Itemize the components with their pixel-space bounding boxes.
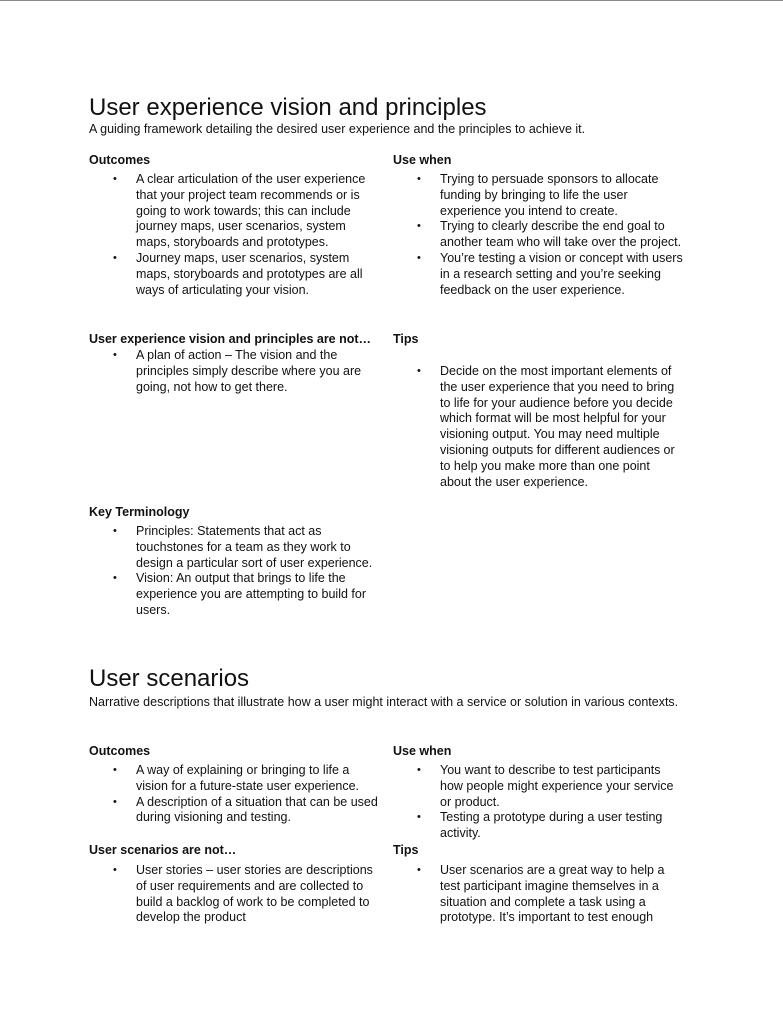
bullet-icon: • bbox=[417, 811, 421, 824]
list-item-text: Principles: Statements that act as touchstones for a team as they work to design a particular sort of user experience. bbox=[136, 524, 373, 570]
key-terminology-heading: Key Terminology bbox=[89, 505, 190, 519]
are-not-list bbox=[89, 863, 379, 926]
are-not-list bbox=[89, 348, 379, 395]
list-item bbox=[89, 251, 379, 298]
list-item-text: You want to describe to test participants how people might experience your service or product. bbox=[440, 763, 674, 809]
section-description: A guiding framework detailing the desired user experience and the principles to achieve it. bbox=[89, 122, 586, 136]
bullet-icon: • bbox=[113, 251, 117, 264]
are-not-heading: User experience vision and principles are not… bbox=[89, 332, 372, 346]
list-item bbox=[89, 863, 379, 926]
outcomes-heading: Outcomes bbox=[89, 153, 151, 167]
tips-heading: Tips bbox=[393, 332, 419, 346]
bullet-icon: • bbox=[417, 251, 421, 264]
list-item bbox=[393, 810, 683, 842]
list-item bbox=[89, 348, 379, 395]
use-when-list bbox=[393, 172, 683, 298]
section-ux-vision bbox=[89, 94, 689, 617]
use-when-heading: Use when bbox=[393, 153, 452, 167]
list-item bbox=[393, 172, 683, 219]
use-when-list bbox=[393, 763, 683, 842]
list-item-text: A plan of action – The vision and the principles simply describe where you are going, not how to get there. bbox=[136, 348, 362, 394]
list-item-text: A clear articulation of the user experience that your project team recommends or is going to work towards; this can include journey maps, user scenarios, system maps, storyboards and prototypes. bbox=[136, 172, 366, 250]
list-item bbox=[393, 763, 683, 810]
list-item-text: A way of explaining or bringing to life a vision for a future-state user experience. bbox=[136, 763, 360, 793]
list-item bbox=[393, 364, 683, 490]
tips-block bbox=[393, 842, 683, 926]
are-not-block bbox=[89, 842, 379, 926]
use-when-heading: Use when bbox=[393, 744, 452, 758]
bullet-icon: • bbox=[113, 349, 117, 361]
list-item bbox=[89, 524, 379, 571]
bullet-icon: • bbox=[113, 764, 117, 776]
list-item bbox=[89, 795, 379, 827]
bullet-icon: • bbox=[417, 220, 421, 233]
list-item-text: Vision: An output that brings to life the experience you are attempting to build for users. bbox=[136, 571, 366, 617]
list-item bbox=[393, 863, 683, 926]
list-item-text: A description of a situation that can be used during visioning and testing. bbox=[136, 794, 378, 825]
list-item-text: Testing a prototype during a user testing activity. bbox=[440, 810, 663, 841]
list-item-text: Trying to clearly describe the end goal to another team who will take over the project. bbox=[440, 219, 682, 250]
list-item-text: Trying to persuade sponsors to allocate funding by bringing to life the user experience you intend to create. bbox=[440, 172, 659, 218]
list-item bbox=[89, 172, 379, 251]
section-description: Narrative descriptions that illustrate how a user might interact with a service or solution in various contexts. bbox=[89, 695, 679, 709]
list-item bbox=[89, 571, 379, 618]
tips-list bbox=[393, 364, 683, 490]
are-not-heading: User scenarios are not… bbox=[89, 843, 237, 857]
use-when-block bbox=[393, 743, 683, 842]
bullet-icon: • bbox=[417, 764, 421, 776]
list-item-text: Decide on the most important elements of the user experience that you need to bring to life for your audience before you decide which format will be most helpful for your visioning output. You may need multiple visioning outputs for different audiences or to help you make more than one point about the user experience. bbox=[440, 364, 675, 489]
bullet-icon: • bbox=[417, 173, 421, 185]
list-item-text: User scenarios are a great way to help a test participant imagine themselves in a situation and complete a task using a prototype. It’s important to test enough bbox=[440, 863, 665, 925]
tips-block bbox=[393, 331, 683, 490]
outcomes-block bbox=[89, 743, 379, 826]
section-user-scenarios bbox=[89, 665, 689, 925]
section-title: User scenarios bbox=[89, 665, 250, 692]
list-item bbox=[393, 219, 683, 251]
bullet-icon: • bbox=[113, 173, 117, 185]
outcomes-list bbox=[89, 172, 379, 298]
list-item bbox=[89, 763, 379, 795]
outcomes-list bbox=[89, 763, 379, 826]
section-title: User experience vision and principles bbox=[89, 94, 487, 121]
list-item-text: User stories – user stories are descriptions of user requirements and are collected to build a backlog of work to be completed to develop the product bbox=[136, 863, 373, 925]
bullet-icon: • bbox=[113, 795, 117, 808]
bullet-icon: • bbox=[113, 572, 117, 585]
outcomes-block bbox=[89, 152, 379, 298]
bullet-icon: • bbox=[113, 525, 117, 537]
use-when-block bbox=[393, 152, 683, 298]
list-item-text: Journey maps, user scenarios, system maps, storyboards and prototypes are all ways of articulating your vision. bbox=[136, 250, 363, 297]
outcomes-heading: Outcomes bbox=[89, 744, 151, 758]
key-terminology-list bbox=[89, 524, 379, 619]
list-item bbox=[393, 251, 683, 298]
bullet-icon: • bbox=[113, 864, 117, 876]
bullet-icon: • bbox=[417, 864, 421, 876]
bullet-icon: • bbox=[417, 365, 421, 377]
key-terminology-block bbox=[89, 504, 379, 619]
tips-heading: Tips bbox=[393, 843, 419, 857]
list-item-text: You’re testing a vision or concept with users in a research setting and you’re seeking feedback on the user experience. bbox=[440, 250, 683, 297]
tips-list bbox=[393, 863, 683, 926]
are-not-block bbox=[89, 331, 379, 395]
